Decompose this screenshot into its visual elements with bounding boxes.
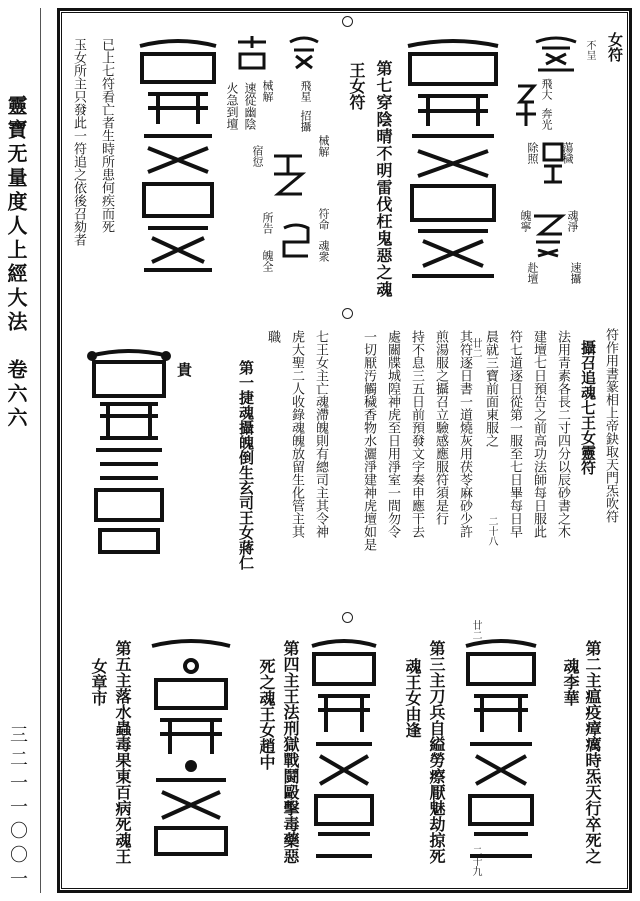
talisman-glyph-5	[284, 34, 324, 74]
talisman-glyph-1	[528, 34, 584, 74]
text-col-13: 虎大聖二人收錄魂魄放留生化管主其	[289, 330, 304, 538]
talisman-bottom-2	[306, 636, 382, 864]
label-hun-jing: 魂淨	[566, 210, 579, 232]
label-su-she: 速攝	[569, 262, 582, 284]
text-col-10: 處關牒城隍神虎至日用淨室一間勿令	[385, 330, 400, 538]
note-yunv: 玉女所主只發此一符追之依後召劾者	[71, 38, 86, 246]
label-huoji: 火急到壇	[225, 82, 239, 130]
text-col-12: 七王女主亡魂滯魄則有總司主其令神	[313, 330, 328, 538]
label-feixing: 飛星	[299, 80, 312, 102]
text-col-16: 貴	[175, 362, 193, 377]
panel-mark-middle	[342, 308, 353, 319]
text-bottom-mark-2: 廿二	[470, 620, 481, 640]
text-col-6-num: 廿二	[470, 338, 481, 358]
label-zhaoshe: 招攝	[299, 110, 312, 132]
text-col-8: 煎湯服之攝召立驗感應服符須是行	[433, 330, 448, 525]
label-hunzhong: 魂衆	[317, 240, 330, 262]
talisman-glyph-2	[512, 80, 540, 130]
text-col-1: 符作用書篆相上帝鈌取天門炁吹符	[603, 328, 618, 523]
talisman-large-top-2	[132, 36, 224, 276]
panel-mark-top	[342, 16, 353, 27]
text-bottom-mark-1: 二十九	[470, 846, 481, 876]
text-col-7: 其符逐日書一道燒灰用茯苓麻砂少許	[457, 330, 472, 538]
text-col-5: 符七道逐日從第一服至七日畢每日早	[507, 330, 522, 538]
talisman-glyph-8	[232, 34, 272, 74]
label-poquan: 魄全	[261, 250, 274, 272]
text-bottom-3: 第三主刀兵自縊勞瘵厭魅劫掠死	[427, 640, 446, 864]
label-chu-zhao: 除照	[526, 142, 539, 164]
label-dang-hui: 蕩穢	[561, 142, 574, 164]
heading-wangnv: 王女符	[347, 62, 366, 110]
label-po-ning: 魄寧	[519, 210, 532, 232]
label-small-2: 械解	[261, 80, 274, 102]
label-suogao: 所告	[261, 212, 274, 234]
label-sucong: 速從幽陰	[243, 82, 257, 130]
talisman-middle	[86, 346, 172, 562]
label-fu-tan: 赴壇	[526, 262, 539, 284]
text-col-6: 晨就三寶前面東服之	[483, 330, 498, 447]
text-col-4: 建壇七日預告之前高功法師每日服此	[531, 330, 546, 538]
text-bottom-8: 女章市	[89, 658, 108, 706]
heading-nvfu: 女符	[606, 32, 624, 62]
text-col-9: 持不息三五日前預發文字奏申應干去	[409, 330, 424, 538]
note-yishang: 已上七符看亡者生時所患何疾而死	[99, 38, 114, 233]
book-title: 靈寶无量度人上經大法 卷六六	[4, 95, 28, 431]
label-feida: 飛大	[540, 78, 553, 100]
text-bottom-5: 第四主王法刑獄戰鬪毆擊毒藥惡	[281, 640, 300, 864]
text-col-5-num: 二十八	[486, 516, 497, 546]
talisman-glyph-3	[540, 140, 566, 186]
text-col-11: 一切厭汚觸穢香物水灑淨建神虎壇如是	[361, 330, 376, 551]
panel-mark-lower	[342, 612, 353, 623]
heading-seventh: 第七穿陰晴不明雷伐枉鬼惡之魂	[374, 60, 393, 298]
text-bottom-1: 第二主瘟疫瘴癘時炁天行卒死之	[583, 640, 602, 864]
text-bottom-4: 魂王女由逢	[403, 658, 422, 738]
text-bottom-6: 死之魂王女趙中	[257, 658, 276, 770]
text-col-2: 攝召追魂七王女靈符	[579, 340, 597, 475]
small-note: 不呈	[584, 40, 595, 60]
label-fuming: 符命	[317, 208, 330, 230]
label-benguang: 奔光	[540, 108, 553, 130]
talisman-glyph-7	[278, 222, 314, 262]
talisman-glyph-4	[530, 210, 566, 260]
talisman-glyph-6	[270, 150, 306, 200]
text-col-15: 第一捷魂攝魄倒生玄司王女蔣仁	[237, 360, 255, 570]
talisman-bottom-3	[146, 636, 236, 864]
talisman-large-top-1	[398, 36, 508, 284]
label-suqian: 宿愆	[251, 145, 264, 167]
text-col-3: 法用青素各長二寸四分以辰砂書之木	[555, 330, 570, 538]
gutter-line	[40, 8, 41, 893]
talisman-bottom-1	[460, 636, 542, 864]
text-bottom-2: 魂李華	[561, 658, 580, 706]
label-xiejie: 械解	[317, 135, 330, 157]
text-col-14: 職	[265, 330, 280, 343]
text-bottom-7: 第五主落水蟲毒果東百病死魂王	[113, 640, 132, 864]
page-number: 三二一一〇〇一	[7, 725, 28, 893]
